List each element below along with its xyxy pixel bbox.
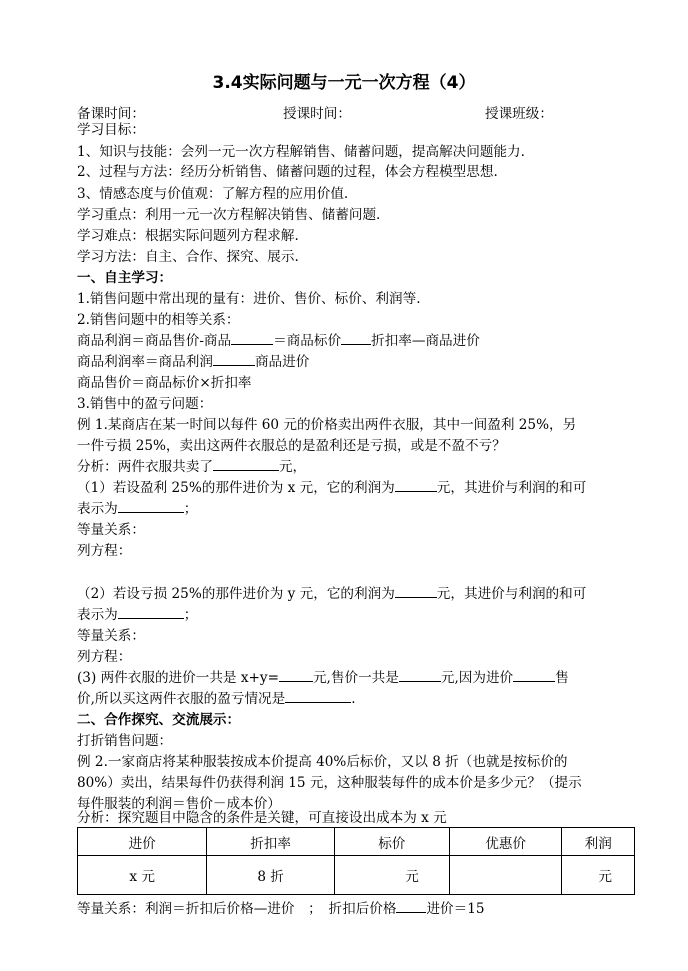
example2-line2: 80%）卖出，结果每件仍获得利润 15 元，这种服装每件的成本价是多少元？（提示 [77,775,582,791]
equality-label: 等量关系： [77,628,145,644]
relation-profit-part-b: ＝商品标价 [273,333,342,349]
question-3: 3.销售中的盈亏问题： [77,396,213,412]
relation-price: 商品售价＝商品标价×折扣率 [77,375,252,391]
method: 学习方法：自主、合作、探究、展示. [77,249,299,265]
part3-text-4: 售 [555,670,569,686]
analysis-line [77,458,306,476]
table-header-cell: 利润 [562,828,635,856]
answer-blank[interactable] [285,690,351,703]
part1-line2 [77,500,197,518]
table-header-cell: 折扣率 [207,828,334,856]
part2-line2 [77,606,197,624]
equation-label: 列方程： [77,649,132,665]
example2-analysis: 分析：探究题目中隐含的条件是关键，可直接设出成本为 x 元 [77,810,447,826]
section2-equality [77,900,485,918]
page-title: 3.4实际问题与一元一次方程（4） [212,73,476,93]
equation-label: 列方程： [77,543,132,559]
table-cell[interactable]: x 元 [78,856,207,895]
table-cell[interactable]: 元 [334,856,449,895]
part2-expr-label: 表示为 [77,607,118,623]
relation-profit-rate [77,353,309,371]
part1-line1 [77,479,586,497]
analysis-text: 分析：两件衣服共卖了 [77,459,213,475]
analysis-unit: 元， [278,459,307,475]
pricing-table [77,827,635,895]
table-header-row [78,828,635,856]
answer-blank[interactable] [213,458,279,471]
part3-text-3: 元,因为进价 [440,670,514,686]
section2-heading: 二、合作探究、交流展示： [77,712,241,728]
class-grade-label: 授课班级： [485,106,553,122]
table-header-cell: 优惠价 [449,828,562,856]
part2-line1 [77,585,586,603]
question-1: 1.销售问题中常出现的量有：进价、售价、标价、利润等. [77,291,421,307]
class-time-label: 授课时间： [283,106,351,122]
table-cell[interactable]: 元 [562,856,635,895]
relation-profit-part-a: 商品利润＝商品售价-商品 [77,333,232,349]
equality-label: 等量关系： [77,522,145,538]
goals-heading: 学习目标： [77,122,145,138]
section1-heading: 一、自主学习： [77,270,173,286]
part3-line2 [77,690,356,708]
part2-text-2: 元，其进价与利润的和可 [436,586,587,602]
equality-text: 等量关系：利润＝折扣后价格—进价 ； 折扣后价格 [77,901,397,917]
answer-blank[interactable] [231,332,273,345]
answer-blank[interactable] [396,900,426,913]
key-point: 学习重点：利用一元一次方程解决销售、储蓄问题. [77,207,381,223]
table-header-cell: 进价 [78,828,207,856]
part3-text-2: 元,售价一共是 [312,670,399,686]
answer-blank[interactable] [513,669,555,682]
example1-line2: 一件亏损 25%，卖出这两件衣服总的是盈利还是亏损，或是不盈不亏？ [77,438,506,454]
relation-profit-part-c: 折扣率—商品进价 [371,333,480,349]
relation-profit [77,332,480,350]
part1-end: ； [183,501,198,517]
relation-rate-part-b: 商品进价 [254,354,310,370]
goal-item: 3、情感态度与价值观：了解方程的应用价值. [77,186,349,202]
answer-blank[interactable] [341,332,371,345]
section2-subheading: 打折销售问题： [77,733,173,749]
part1-text: （1）若设盈利 25%的那件进价为 x 元，它的利润为 [77,480,395,496]
prep-time-label: 备课时间： [77,106,145,122]
relation-rate-part-a: 商品利润率＝商品利润 [77,354,213,370]
table-row [78,856,635,895]
goal-item: 2、过程与方法：经历分析销售、储蓄问题的过程，体会方程模型思想. [77,164,498,180]
goal-item: 1、知识与技能：会列一元一次方程解销售、储蓄问题，提高解决问题能力. [77,144,525,160]
answer-blank[interactable] [399,669,441,682]
example1-line1: 例 1.某商店在某一时间以每件 60 元的价格卖出两件衣服，其中一间盈利 25%，另 [77,417,577,433]
difficulty: 学习难点：根据实际问题列方程求解. [77,228,299,244]
answer-blank[interactable] [118,500,184,513]
part3-line1 [77,669,569,687]
table-cell[interactable] [449,856,562,895]
table-cell[interactable]: 8 折 [207,856,334,895]
answer-blank[interactable] [118,606,184,619]
answer-blank[interactable] [279,669,313,682]
answer-blank[interactable] [213,353,255,366]
part1-text-2: 元，其进价与利润的和可 [436,480,587,496]
part3-text: (3) 两件衣服的进价一共是 x+y= [77,670,279,686]
example2-line1: 例 2.一家商店将某种服装按成本价提高 40%后标价，又以 8 折（也就是按标价的 [77,754,568,770]
part2-end: ； [183,607,198,623]
answer-blank[interactable] [395,585,437,598]
equality-text-2: 进价＝15 [426,901,485,917]
part2-text: （2）若设亏损 25%的那件进价为 y 元，它的利润为 [77,586,395,602]
table-header-cell: 标价 [334,828,449,856]
answer-blank[interactable] [395,479,437,492]
part3-text-5: 价,所以买这两件衣服的盈亏情况是 [77,691,286,707]
part1-expr-label: 表示为 [77,501,118,517]
question-2: 2.销售问题中的相等关系： [77,312,240,328]
example2-line3: 每件服装的利润＝售价－成本价） [77,796,281,812]
part3-end: . [351,691,356,707]
